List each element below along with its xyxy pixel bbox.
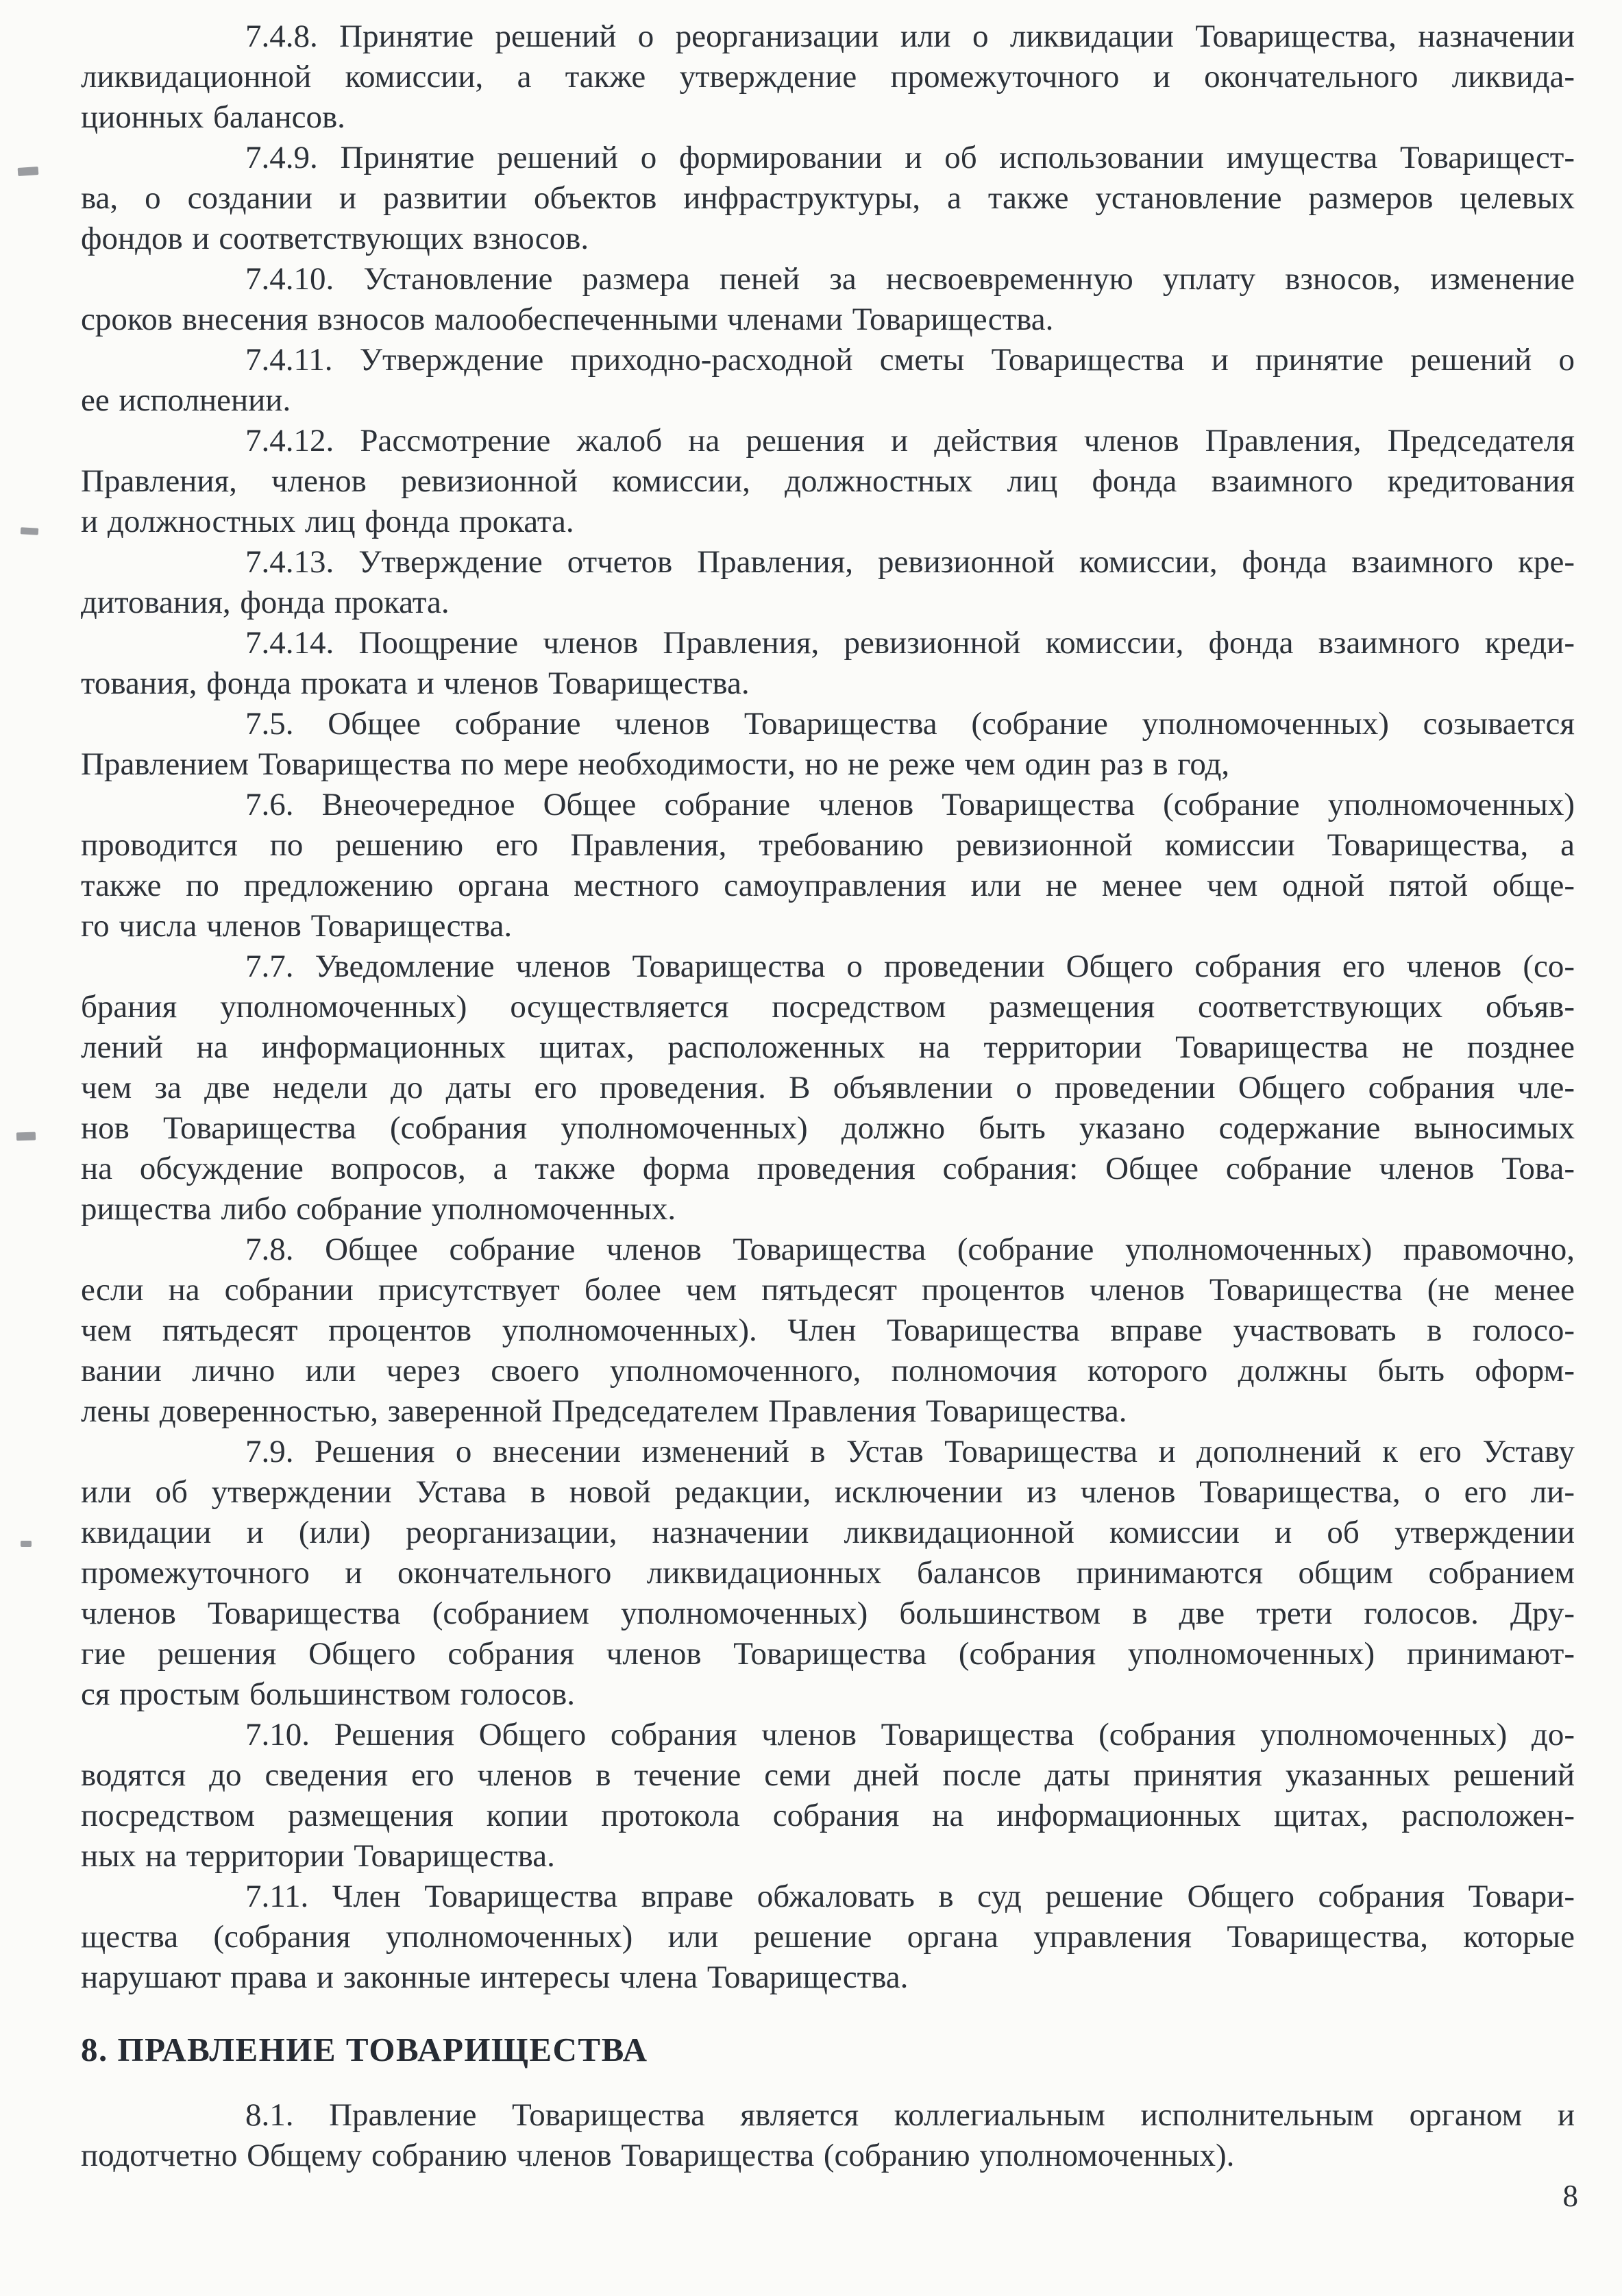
text-line: 7.4.13. Утверждение отчетов Правления, ревизионной комиссии, фонда взаимного кре- bbox=[245, 544, 1575, 580]
text-line: ционных балансов. bbox=[81, 99, 345, 135]
text-line: подотчетно Общему собранию членов Товарищества (собранию уполномоченных). bbox=[81, 2138, 1235, 2173]
paragraph-7.4.10 bbox=[81, 259, 1575, 340]
text-line: тования, фонда проката и членов Товарищества. bbox=[81, 665, 750, 701]
text-line: нарушают права и законные интересы члена Товарищества. bbox=[81, 1959, 909, 1995]
text-line: посредством размещения копии протокола собрания на информационных щитах, расположен- bbox=[81, 1798, 1575, 1833]
paragraph-8.1 bbox=[81, 2095, 1575, 2176]
text-line: Правлением Товарищества по мере необходимости, но не реже чем один раз в год, bbox=[81, 746, 1230, 782]
paragraph-7.4.14 bbox=[81, 623, 1575, 704]
text-line: 7.4.14. Поощрение членов Правления, ревизионной комиссии, фонда взаимного креди- bbox=[245, 625, 1575, 661]
text-line: 7.5. Общее собрание членов Товарищества (собрание уполномоченных) созывается bbox=[245, 706, 1575, 742]
text-line: водятся до сведения его членов в течение семи дней после даты принятия указанных решений bbox=[81, 1757, 1575, 1793]
text-line: лений на информационных щитах, расположенных на территории Товарищества не позднее bbox=[81, 1029, 1575, 1065]
scan-artifact bbox=[16, 1132, 36, 1141]
text-line: если на собрании присутствует более чем пятьдесят процентов членов Товарищества (не менее bbox=[81, 1272, 1575, 1308]
text-line: 7.4.9. Принятие решений о формировании и об использовании имущества Товарищест- bbox=[245, 140, 1575, 175]
text-line: дитования, фонда проката. bbox=[81, 585, 450, 620]
text-line: вании лично или через своего уполномоченного, полномочия которого должны быть оформ- bbox=[81, 1353, 1575, 1389]
text-line: Правления, членов ревизионной комиссии, должностных лиц фонда взаимного кредитования bbox=[81, 463, 1575, 499]
text-line: нов Товарищества (собрания уполномоченных) должно быть указано содержание выносимых bbox=[81, 1110, 1575, 1146]
text-line: щества (собрания уполномоченных) или решение органа управления Товарищества, которые bbox=[81, 1919, 1575, 1955]
paragraph-7.7 bbox=[81, 947, 1575, 1230]
text-line: го числа членов Товарищества. bbox=[81, 908, 513, 944]
text-line: 7.10. Решения Общего собрания членов Товарищества (собрания уполномоченных) до- bbox=[245, 1717, 1575, 1752]
text-line: 7.8. Общее собрание членов Товарищества (собрание уполномоченных) правомочно, bbox=[245, 1232, 1575, 1267]
text-line: проводится по решению его Правления, требованию ревизионной комиссии Товарищества, а bbox=[81, 827, 1575, 863]
text-line: ся простым большинством голосов. bbox=[81, 1676, 575, 1712]
text-line: также по предложению органа местного самоуправления или не менее чем одной пятой обще- bbox=[81, 868, 1575, 903]
text-line: гие решения Общего собрания членов Товарищества (собрания уполномоченных) принимают- bbox=[81, 1636, 1575, 1672]
section-8-body bbox=[81, 2095, 1575, 2176]
text-line: 7.6. Внеочередное Общее собрание членов Товарищества (собрание уполномоченных) bbox=[245, 787, 1575, 822]
text-line: ных на территории Товарищества. bbox=[81, 1838, 555, 1874]
text-line: чем пятьдесят процентов уполномоченных). Член Товарищества вправе участвовать в голосо- bbox=[81, 1312, 1575, 1348]
text-line: на обсуждение вопросов, а также форма проведения собрания: Общее собрание членов Това- bbox=[81, 1151, 1575, 1186]
text-line: 7.4.8. Принятие решений о реорганизации или о ликвидации Товарищества, назначении bbox=[245, 19, 1575, 54]
paragraph-7.6 bbox=[81, 785, 1575, 947]
text-line: 8.1. Правление Товарищества является коллегиальным исполнительным органом и bbox=[245, 2097, 1575, 2133]
section-8-heading: 8. ПРАВЛЕНИЕ ТОВАРИЩЕСТВА bbox=[81, 2031, 648, 2068]
scan-artifact bbox=[18, 167, 39, 176]
paragraph-7.4.11 bbox=[81, 340, 1575, 421]
text-line: рищества либо собрание уполномоченных. bbox=[81, 1191, 676, 1227]
text-line: и должностных лиц фонда проката. bbox=[81, 504, 574, 539]
text-line: или об утверждении Устава в новой редакции, исключении из членов Товарищества, о его ли- bbox=[81, 1474, 1575, 1510]
section-7-body bbox=[81, 16, 1575, 1998]
text-line: ее исполнении. bbox=[81, 382, 291, 418]
text-line: ва, о создании и развитии объектов инфраструктуры, а также установление размеров целевых bbox=[81, 180, 1575, 216]
paragraph-7.9 bbox=[81, 1432, 1575, 1715]
text-line: фондов и соответствующих взносов. bbox=[81, 221, 589, 256]
text-line: ликвидационной комиссии, а также утверждение промежуточного и окончательного ликвида- bbox=[81, 59, 1575, 95]
page-content bbox=[81, 16, 1575, 2176]
text-line: сроков внесения взносов малообеспеченными членами Товарищества. bbox=[81, 302, 1054, 337]
paragraph-7.11 bbox=[81, 1877, 1575, 1998]
page-number: 8 bbox=[1562, 2179, 1578, 2213]
text-line: лены доверенностью, заверенной Председателем Правления Товарищества. bbox=[81, 1393, 1127, 1429]
text-line: членов Товарищества (собранием уполномоченных) большинством в две трети голосов. Дру- bbox=[81, 1596, 1575, 1631]
text-line: 7.4.11. Утверждение приходно-расходной сметы Товарищества и принятие решений о bbox=[245, 342, 1575, 378]
text-line: квидации и (или) реорганизации, назначении ликвидационной комиссии и об утверждении bbox=[81, 1515, 1575, 1550]
text-line: чем за две недели до даты его проведения. В объявлении о проведении Общего собрания чле- bbox=[81, 1070, 1575, 1106]
text-line: 7.4.10. Установление размера пеней за несвоевременную уплату взносов, изменение bbox=[245, 261, 1575, 297]
text-line: 7.11. Член Товарищества вправе обжаловать в суд решение Общего собрания Товари- bbox=[245, 1879, 1575, 1914]
paragraph-7.4.12 bbox=[81, 421, 1575, 542]
text-line: брания уполномоченных) осуществляется посредством размещения соответствующих объяв- bbox=[81, 989, 1575, 1025]
paragraph-7.4.8 bbox=[81, 16, 1575, 138]
text-line: промежуточного и окончательного ликвидационных балансов принимаются общим собранием bbox=[81, 1555, 1575, 1591]
text-line: 7.7. Уведомление членов Товарищества о проведении Общего собрания его членов (со- bbox=[245, 949, 1575, 984]
paragraph-7.4.9 bbox=[81, 138, 1575, 259]
scan-artifact bbox=[21, 1541, 32, 1547]
paragraph-7.8 bbox=[81, 1230, 1575, 1432]
paragraph-7.5 bbox=[81, 704, 1575, 785]
paragraph-7.4.13 bbox=[81, 542, 1575, 623]
scan-artifact bbox=[21, 527, 38, 535]
text-line: 7.9. Решения о внесении изменений в Устав Товарищества и дополнений к его Уставу bbox=[245, 1434, 1575, 1469]
text-line: 7.4.12. Рассмотрение жалоб на решения и действия членов Правления, Председателя bbox=[245, 423, 1575, 459]
paragraph-7.10 bbox=[81, 1715, 1575, 1877]
